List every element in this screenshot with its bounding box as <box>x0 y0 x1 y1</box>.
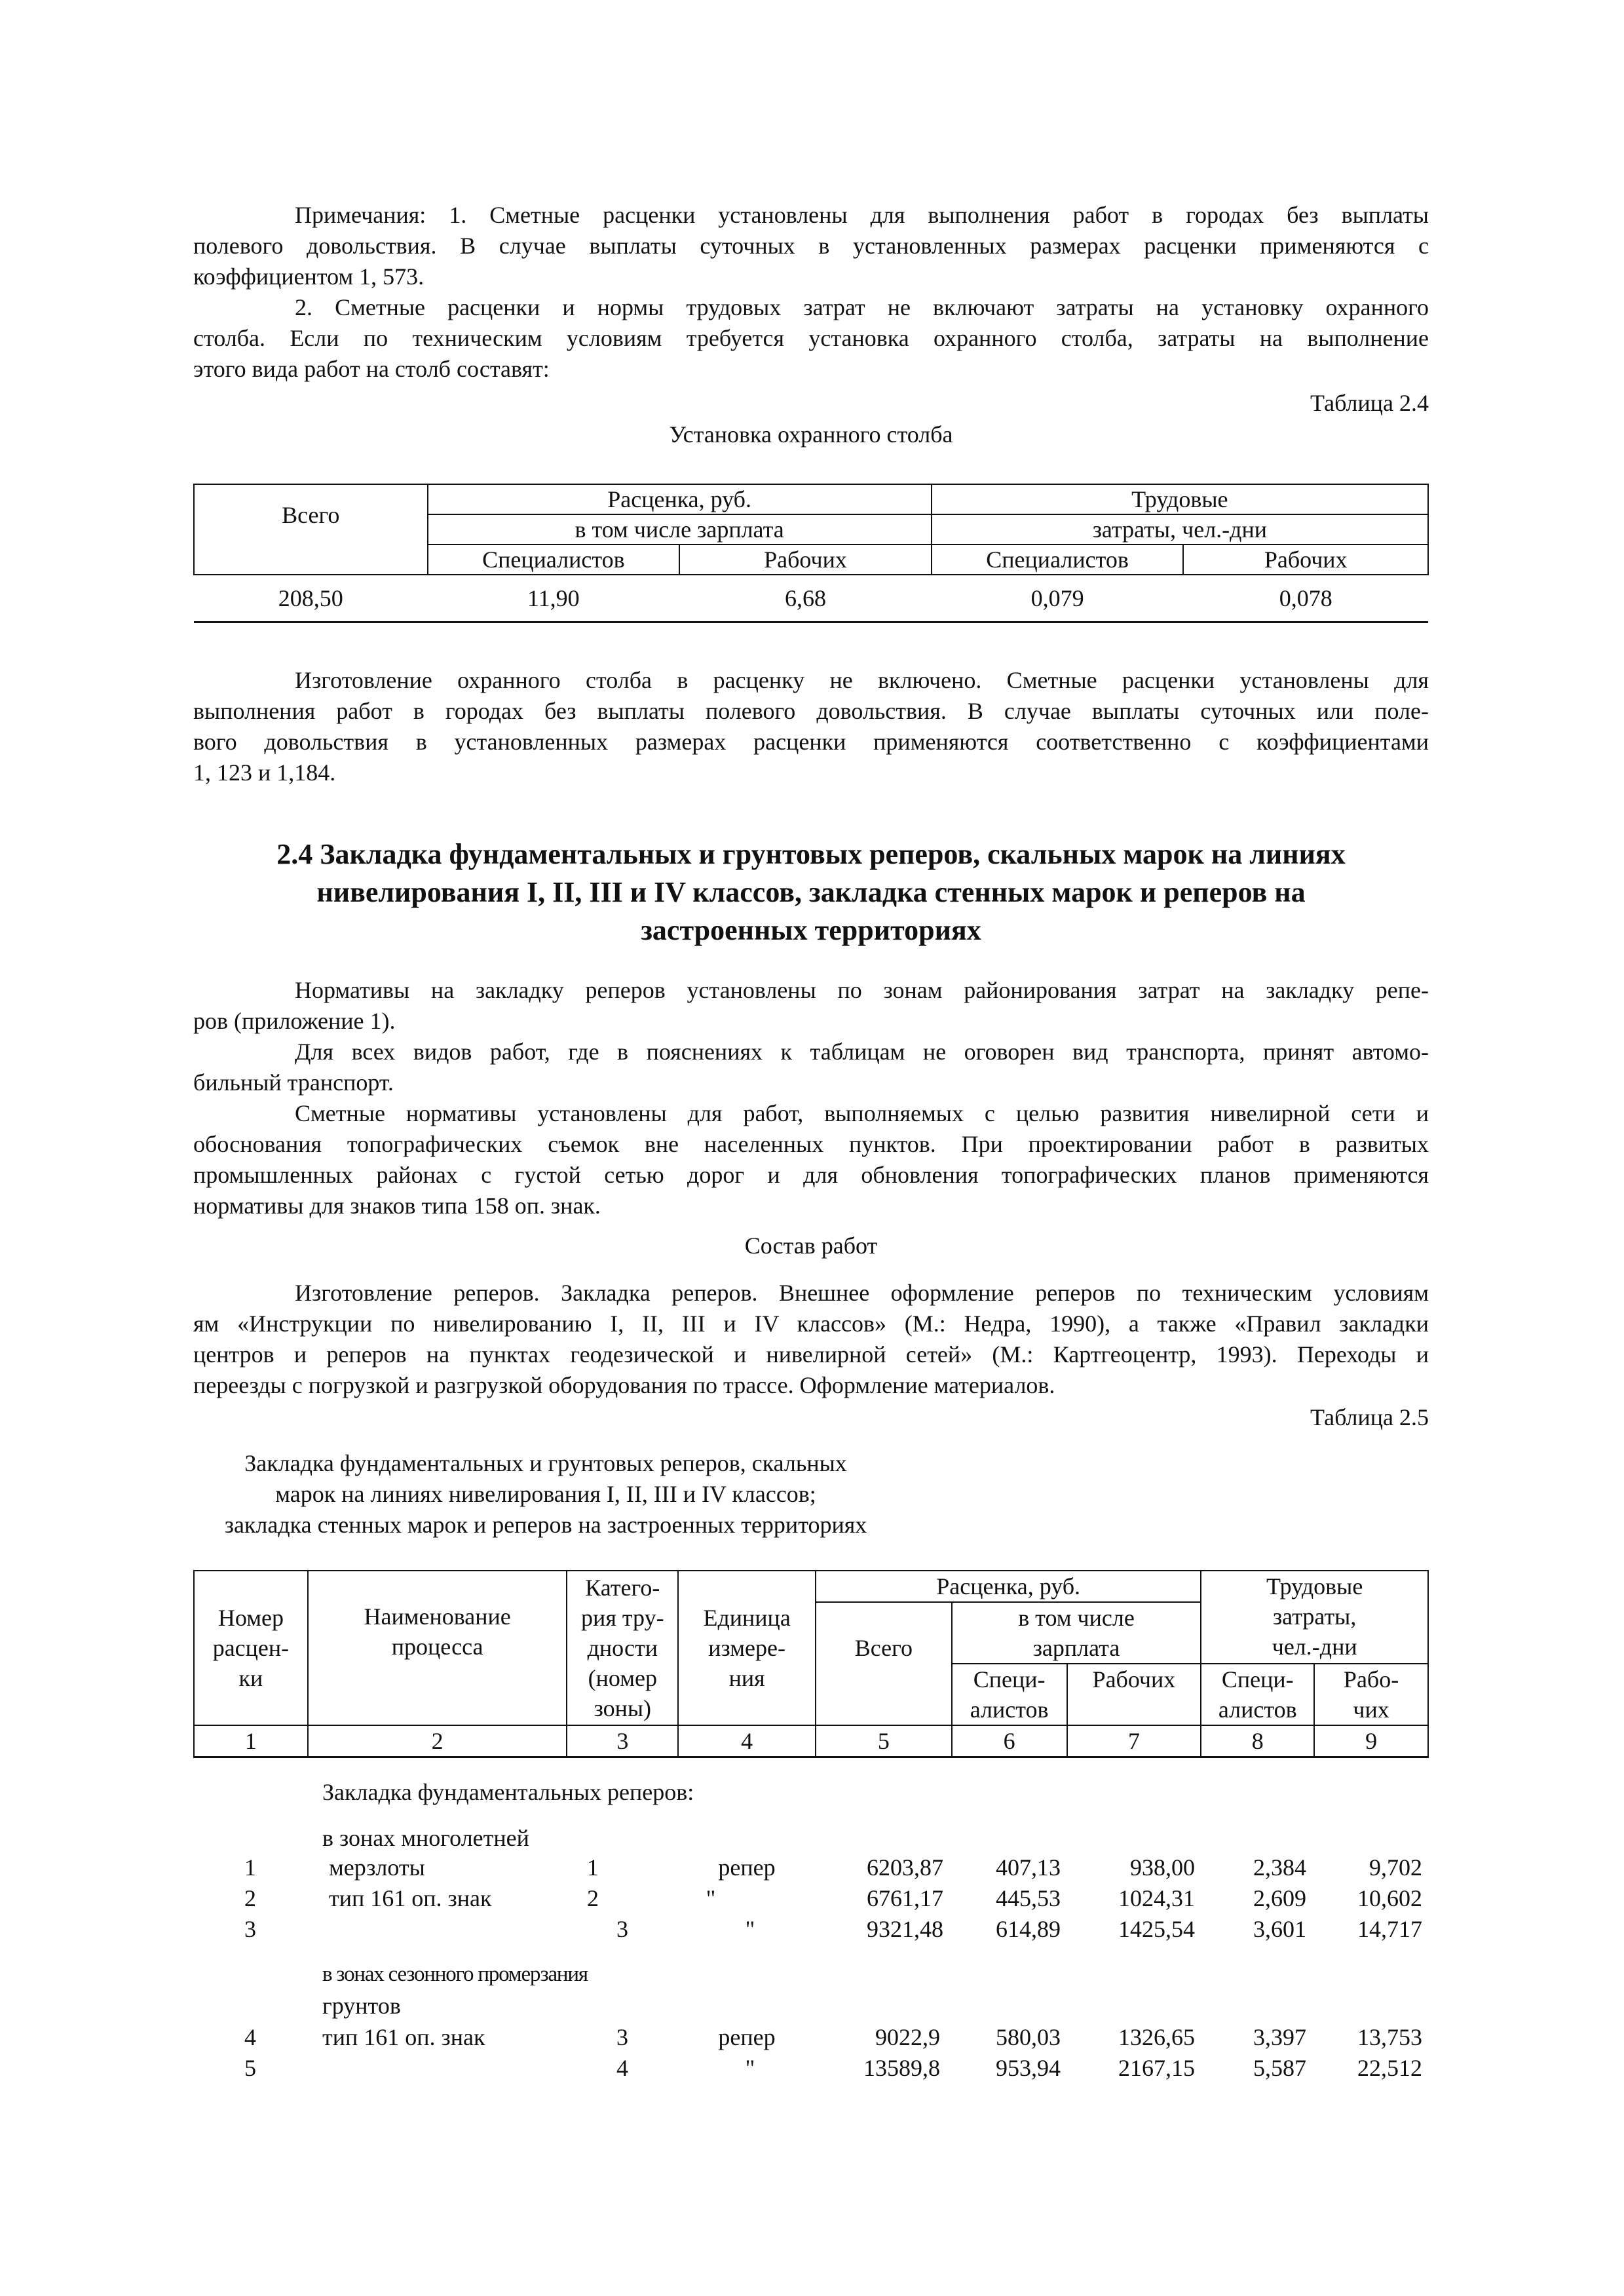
row-labor-specialists: 2,384 <box>1253 1854 1306 1881</box>
row-category: 4 <box>616 2055 628 2081</box>
header-workers-labor: Рабочих <box>1183 545 1428 575</box>
subgroup-title-continued: грунтов <box>322 1993 401 2019</box>
column-number: 1 <box>194 1725 308 1757</box>
column-numbers-row <box>194 1725 1428 1757</box>
column-number: 6 <box>952 1725 1067 1757</box>
row-labor-workers: 9,702 <box>1369 1854 1422 1881</box>
row-category: 2 <box>587 1885 599 1911</box>
header-specialists: Специ- алистов <box>952 1664 1067 1725</box>
after-table-paragraph: Изготовление охранного столба в расценку не включено. Сметные расценки установлены для выполнения работ в городах без выплаты полевого довольствия. В случае выплаты суточных или поле- вого довольствия в установленных размерах расценки применяются соответственно с коэффициентами 1, 123 и 1,184. <box>193 667 1429 786</box>
group-title: Закладка фундаментальных реперов: <box>322 1779 694 1805</box>
row-labor-workers: 13,753 <box>1357 2024 1422 2050</box>
row-workers: 1326,65 <box>1118 2024 1195 2050</box>
row-total: 6761,17 <box>867 1885 943 1911</box>
header-category: Катего- рия тру- дности (номер зоны) <box>567 1571 678 1725</box>
table-2-5-label: Таблица 2.5 <box>1310 1404 1429 1430</box>
header-labor-2: затраты, чел.-дни <box>932 514 1428 545</box>
row-specialists: 580,03 <box>996 2024 1061 2050</box>
section-paragraph-1: Нормативы на закладку реперов установлены по зонам районирования затрат на закладку репе- ров (приложение 1). <box>193 977 1429 1034</box>
header-labor-specialists: Специ- алистов <box>1201 1664 1314 1725</box>
header-name: Наименование процесса <box>308 1571 567 1725</box>
header-total: Всего <box>194 484 428 545</box>
row-name: мерзлоты <box>329 1854 425 1881</box>
header-number: Номер расцен- ки <box>194 1571 308 1725</box>
row-category: 1 <box>587 1854 599 1881</box>
row-workers: 1425,54 <box>1118 1916 1195 1942</box>
row-labor-specialists: 2,609 <box>1253 1885 1306 1911</box>
subgroup-title: в зонах многолетней <box>322 1825 529 1851</box>
row-total: 9321,48 <box>867 1916 943 1942</box>
row-workers: 1024,31 <box>1118 1885 1195 1911</box>
row-unit: " <box>745 1916 755 1942</box>
row-specialists: 614,89 <box>996 1916 1061 1942</box>
cell-specialists: 11,90 <box>428 575 680 622</box>
column-number: 4 <box>678 1725 816 1757</box>
row-unit: " <box>706 1885 716 1911</box>
table-2-4 <box>193 484 1429 623</box>
row-category: 3 <box>616 2024 628 2050</box>
table-row <box>194 575 1428 622</box>
row-specialists: 407,13 <box>996 1854 1061 1881</box>
row-labor-specialists: 3,601 <box>1253 1916 1306 1942</box>
row-number: 2 <box>244 1885 256 1911</box>
table-2-5-header <box>193 1570 1429 1758</box>
column-number: 8 <box>1201 1725 1314 1757</box>
column-number: 5 <box>816 1725 952 1757</box>
row-specialists: 445,53 <box>996 1885 1061 1911</box>
column-number: 2 <box>308 1725 567 1757</box>
row-specialists: 953,94 <box>996 2055 1061 2081</box>
row-unit: " <box>745 2055 755 2081</box>
row-workers: 938,00 <box>1130 1854 1195 1881</box>
cell-workers: 6,68 <box>679 575 932 622</box>
row-unit: репер <box>718 2024 776 2050</box>
row-number: 5 <box>244 2055 256 2081</box>
header-price: Расценка, руб. <box>428 484 932 514</box>
works-title: Состав работ <box>744 1233 878 1259</box>
row-labor-workers: 10,602 <box>1357 1885 1422 1911</box>
row-total: 9022,9 <box>875 2024 940 2050</box>
row-labor-specialists: 3,397 <box>1253 2024 1306 2050</box>
row-name: тип 161 оп. знак <box>322 2024 485 2050</box>
header-specialists: Специалистов <box>428 545 680 575</box>
row-labor-workers: 22,512 <box>1357 2055 1422 2081</box>
row-labor-workers: 14,717 <box>1357 1916 1422 1942</box>
header-price: Расценка, руб. <box>816 1571 1201 1602</box>
subgroup-title: в зонах сезонного промерзания <box>322 1962 588 1986</box>
note-2: 2. Сметные расценки и нормы трудовых затрат не включают затраты на установку охранного столба. Если по техническим условиям требуется установка охранного столба, затраты на выполнение этого вида работ на столб составят: <box>193 294 1429 382</box>
header-labor-workers: Рабо- чих <box>1314 1664 1428 1725</box>
section-paragraph-3: Сметные нормативы установлены для работ, выполняемых с целью развития нивелирной сети и обоснования топографических съемок вне населенных пунктов. При проектировании работ в развитых промышленных районах с густой сетью дорог и для обновления топографических планов применяются нормативы для знаков типа 158 оп. знак. <box>193 1100 1429 1219</box>
section-paragraph-2: Для всех видов работ, где в пояснениях к таблицам не оговорен вид транспорта, принят автомо- бильный транспорт. <box>193 1039 1429 1096</box>
row-total: 13589,8 <box>863 2055 940 2081</box>
section-paragraph-4: Изготовление реперов. Закладка реперов. Внешнее оформление реперов по техническим условиям ям «Инструкции по нивелированию I, II, III и IV классов» (М.: Недра, 1990), а также «Правил закладки центров и реперов на пунктах геодезической и нивелирной сетей» (М.: Картгеоцентр, 1993). Переходы и переезды с погрузкой и разгрузкой оборудования по трассе. Оформление материалов. <box>193 1280 1429 1398</box>
column-number: 9 <box>1314 1725 1428 1757</box>
section-heading: 2.4 Закладка фундаментальных и грунтовых реперов, скальных марок на линиях нивелирования I, II, III и IV классов, закладка стенных марок и реперов на застроенных территориях <box>276 838 1346 946</box>
row-workers: 2167,15 <box>1118 2055 1195 2081</box>
row-number: 4 <box>244 2024 256 2050</box>
column-number: 3 <box>567 1725 678 1757</box>
row-name: тип 161 оп. знак <box>329 1885 492 1911</box>
cell-total: 208,50 <box>194 575 428 622</box>
header-unit: Единица измере- ния <box>678 1571 816 1725</box>
header-labor-1: Трудовые <box>932 484 1428 514</box>
header-workers: Рабочих <box>1067 1664 1201 1725</box>
header-salary: в том числе зарплата <box>428 514 932 545</box>
column-number: 7 <box>1067 1725 1201 1757</box>
row-category: 3 <box>616 1916 628 1942</box>
header-total: Всего <box>816 1602 952 1725</box>
header-workers: Рабочих <box>679 545 932 575</box>
cell-labor-specialists: 0,079 <box>932 575 1184 622</box>
table-2-4-label: Таблица 2.4 <box>1310 390 1429 416</box>
row-labor-specialists: 5,587 <box>1253 2055 1306 2081</box>
cell-labor-workers: 0,078 <box>1183 575 1428 622</box>
row-unit: репер <box>718 1854 776 1881</box>
header-specialists-labor: Специалистов <box>932 545 1184 575</box>
row-number: 3 <box>244 1916 256 1942</box>
table-2-5-title: Закладка фундаментальных и грунтовых реперов, скальных марок на линиях нивелирования I, II, III и IV классов; закладка стенных марок и реперов на застроенных территориях <box>224 1450 867 1538</box>
table-2-4-title: Установка охранного столба <box>669 421 953 448</box>
header-labor: Трудовые затраты, чел.-дни <box>1201 1571 1428 1664</box>
note-1: Примечания: 1. Сметные расценки установлены для выполнения работ в городах без выплаты полевого довольствия. В случае выплаты суточных в установленных размерах расценки применяются с коэффициентом 1, 573. <box>193 202 1429 290</box>
row-number: 1 <box>244 1854 256 1881</box>
header-incl-salary: в том числе зарплата <box>952 1602 1201 1664</box>
header-empty <box>194 545 428 575</box>
row-total: 6203,87 <box>867 1854 943 1881</box>
